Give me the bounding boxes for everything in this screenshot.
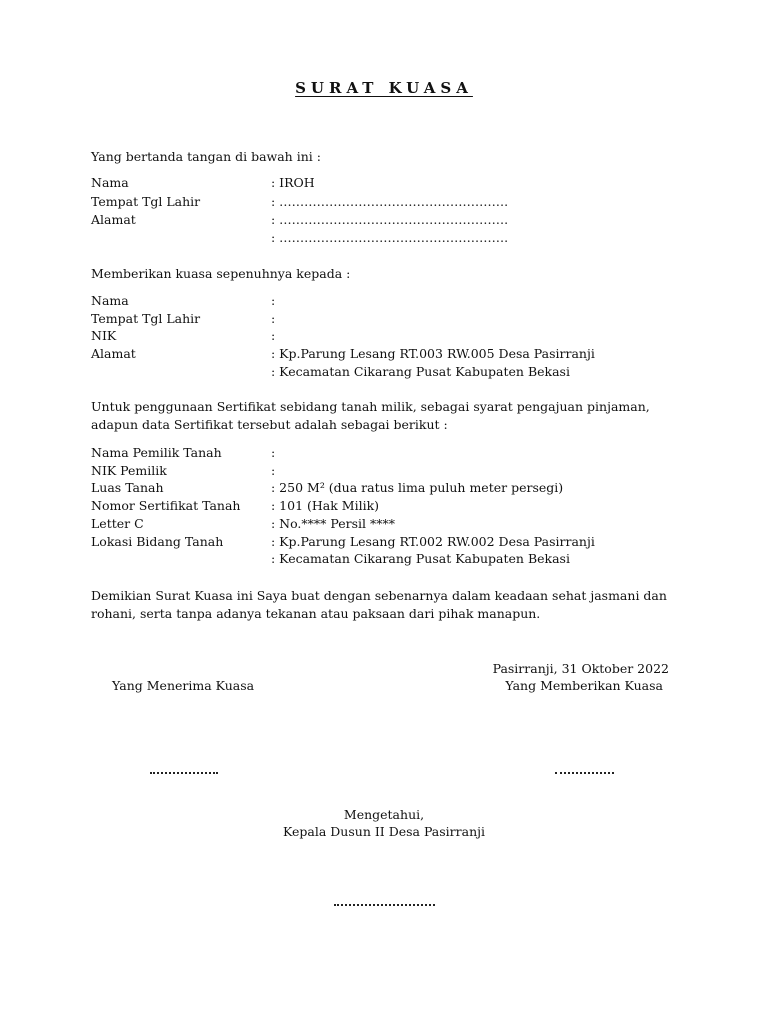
field-value: :	[271, 311, 276, 326]
field-value: :	[271, 328, 276, 343]
acknowledge-title: Kepala Dusun II Desa Pasirranji	[283, 824, 485, 839]
field-value: : 101 (Hak Milik)	[271, 498, 380, 513]
field-value: : ……………………………………………….	[271, 212, 509, 227]
purpose-paragraph	[91, 398, 650, 433]
field-value: : Kecamatan Cikarang Pusat Kabupaten Bekasi	[271, 364, 570, 379]
receiver-signature-line	[150, 772, 218, 774]
field-value: : Kp.Parung Lesang RT.003 RW.005 Desa Pasirranji	[271, 346, 595, 361]
field-label: Tempat Tgl Lahir	[91, 194, 201, 209]
giver-signature-line	[555, 772, 614, 774]
field-label: Nama Pemilik Tanah	[91, 445, 222, 460]
field-value: :	[271, 445, 276, 460]
field-label: NIK Pemilik	[91, 463, 167, 478]
intro-text: Yang bertanda tangan di bawah ini :	[91, 149, 321, 164]
field-label: Letter C	[91, 516, 144, 531]
field-label: Nomor Sertifikat Tanah	[91, 498, 241, 513]
purpose-line-2: adapun data Sertifikat tersebut adalah sebagai berikut :	[91, 416, 448, 432]
field-label: Nama	[91, 175, 129, 190]
document-title: SURAT KUASA	[295, 79, 473, 97]
grant-text: Memberikan kuasa sepenuhnya kepada :	[91, 266, 351, 281]
field-value: : Kecamatan Cikarang Pusat Kabupaten Bekasi	[271, 551, 570, 566]
field-label: Luas Tanah	[91, 480, 164, 495]
field-value: : ……………………………………………….	[271, 194, 509, 209]
closing-paragraph	[91, 587, 667, 622]
field-label: NIK	[91, 328, 117, 343]
field-value: : IROH	[271, 175, 315, 190]
field-value: : Kp.Parung Lesang RT.002 RW.002 Desa Pasirranji	[271, 534, 595, 549]
acknowledge-heading: Mengetahui,	[343, 807, 425, 822]
receiver-label: Yang Menerima Kuasa	[112, 678, 255, 693]
closing-line-1: Demikian Surat Kuasa ini Saya buat dengan sebenarnya dalam keadaan sehat jasmani dan	[91, 588, 667, 603]
field-value: :	[271, 463, 276, 478]
field-label: Alamat	[91, 212, 136, 227]
field-label: Tempat Tgl Lahir	[91, 311, 201, 326]
field-label: Lokasi Bidang Tanah	[91, 534, 224, 549]
field-value: : 250 M² (dua ratus lima puluh meter persegi)	[271, 480, 564, 495]
field-label: Nama	[91, 293, 129, 308]
field-value: :	[271, 293, 276, 308]
purpose-line-1: Untuk penggunaan Sertifikat sebidang tanah milik, sebagai syarat pengajuan pinjaman,	[91, 399, 650, 414]
field-value: : ……………………………………………….	[271, 230, 509, 245]
field-label: Alamat	[91, 346, 136, 361]
village-head-signature-line	[334, 904, 435, 906]
field-value: : No.**** Persil ****	[271, 516, 395, 531]
giver-label: Yang Memberikan Kuasa	[505, 678, 663, 693]
closing-line-2: rohani, serta tanpa adanya tekanan atau paksaan dari pihak manapun.	[91, 605, 541, 621]
place-date: Pasirranji, 31 Oktober 2022	[492, 661, 669, 676]
